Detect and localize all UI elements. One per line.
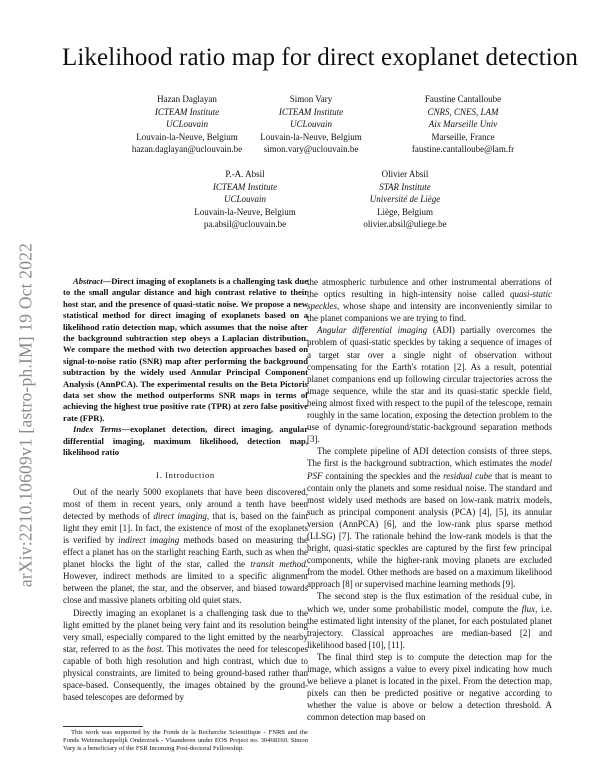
text-run: (ADI) partially overcomes the problem of quasi-static speckles by taking a sequence of images of a target star over a single night of observation without compensating for the Earth's rotation [2]. As a result, potential planet companions end up following circular trajectories across the image sequence, while the star and its quasi-static speckle field, being almost fixed with respect to the pupil of the telescope, remain roughly in the same location, exposing the detection problem to the use of dynamic-foreground/static-background separation methods [3]. bbox=[307, 325, 552, 445]
arxiv-stamp bbox=[8, 200, 44, 630]
author-institute-2: Aix Marseille Univ bbox=[428, 119, 498, 130]
author-institute: ICTEAM Institute bbox=[212, 181, 278, 192]
arxiv-stamp-text: arXiv:2210.10609v1 [astro-ph.IM] 19 Oct 2022 bbox=[15, 242, 36, 588]
author-name: P.-A. Absil bbox=[225, 169, 265, 179]
text-run: methods based on measuring the effect a planet has on the starlight reaching Earth, such as when the planet blocks the light of the star, called the bbox=[63, 534, 308, 570]
footnote bbox=[63, 726, 308, 753]
right-paragraph-4 bbox=[307, 590, 552, 650]
author-institute: ICTEAM Institute bbox=[154, 106, 220, 117]
author-name: Hazan Daglayan bbox=[157, 94, 217, 104]
right-paragraph-3 bbox=[307, 445, 552, 590]
author-address: Marseille, France bbox=[431, 131, 495, 142]
author-name: Simon Vary bbox=[289, 94, 333, 104]
author-name: Olivier Absil bbox=[381, 169, 429, 179]
text-run: the atmospheric turbulence and other instrumental aberrations of the optics resulting in high-intensity noise called bbox=[307, 277, 552, 300]
text-run: , that is, based on the faint light they emit [1]. In fact, the existence of most of the exoplanets is verified by bbox=[63, 510, 308, 545]
left-column bbox=[63, 276, 308, 703]
footnote-rule bbox=[63, 726, 143, 727]
author-block-3 bbox=[368, 93, 558, 156]
intro-paragraph-2 bbox=[63, 607, 308, 704]
paper-title: Likelihood ratio map for direct exoplanet detection bbox=[61, 44, 579, 71]
text-run: . This motivates the need for telescopes capable of both high resolution and high contrast, which due to physical constraints, are limited to being ground-based rather than space-based. Consequently, the images obtained by the ground-based telescopes are deformed by bbox=[63, 643, 309, 703]
text-run: The complete pipeline of ADI detection consists of three steps. The first is the background subtraction, which estimates the bbox=[307, 446, 552, 469]
right-paragraph-1 bbox=[307, 276, 552, 324]
emph-run: host bbox=[146, 643, 162, 654]
text-run: that is meant to contain only the planets and some residual noise. The standard and most widely used methods are based on low-rank matrix models, such as principal component analysis (PCA) [4], [5], its annular version (AnnPCA) [6], and the low-rank plus sparse method (LLSG) [7]. The rationale behind the low-rank models is that the bright, quasi-static speckles are captured by the first few principal components, while the higher-rank moving planets are excluded from the model. Other methods are based on a maximum likelihood approach [8] or supervised machine learning methods [9]. bbox=[307, 470, 553, 590]
author-email: pa.absil@uclouvain.be bbox=[203, 219, 287, 230]
abstract-label: Abstract bbox=[73, 276, 103, 286]
author-institute-2: UCLouvain bbox=[289, 119, 332, 130]
text-run: The second step is the flux estimation of the residual cube, in which we, under some probabilistic model, compute the bbox=[307, 591, 552, 614]
author-email: faustine.cantalloube@lam.fr bbox=[411, 144, 515, 155]
text-run: containing the speckles and the bbox=[322, 470, 444, 481]
emph-run: flux bbox=[521, 603, 536, 614]
author-email: olivier.absil@uliege.be bbox=[363, 219, 447, 230]
author-institute-2: Université de Liège bbox=[369, 194, 441, 205]
text-run: , whose shape and intensity are inconveniently similar to the planet companions we are trying to find. bbox=[307, 301, 552, 324]
author-institute: CNRS, CNES, LAM bbox=[427, 106, 499, 117]
index-terms-label: Index Terms bbox=[73, 424, 122, 435]
author-address: Louvain-la-Neuve, Belgium bbox=[136, 131, 238, 142]
text-run: Out of the nearly 5000 exoplanets that have been discovered, most of them in recent years, only around a tenth have been detected by methods of bbox=[63, 486, 308, 521]
author-name: Faustine Cantalloube bbox=[424, 94, 502, 104]
emph-run: quasi-static speckles bbox=[307, 289, 552, 312]
emph-run: residual cube bbox=[443, 470, 493, 481]
text-run: Directly imaging an exoplanet is a challenging task due to the light emitted by the planet being very faint and its resolution being very small, especially compared to the light emitted by the nearby star, referred to as the bbox=[63, 607, 308, 654]
author-institute: STAR Institute bbox=[379, 181, 431, 192]
right-column bbox=[307, 276, 552, 723]
author-block-5 bbox=[310, 168, 500, 231]
intro-paragraph-1 bbox=[63, 486, 308, 607]
author-address: Louvain-la-Neuve, Belgium bbox=[194, 206, 296, 217]
abstract-text: —Direct imaging of exoplanets is a challenging task due to the small angular distance and high contrast relative to their host star, and the presence of quasi-static noise. We propose a new statistical method for direct imaging of exoplanets based on a likelihood ratio detection map, which assumes that the noise after the background subtraction step obeys a Laplacian distribution. We compare the method with two detection approaches based on signal-to-noise ratio (SNR) map after performing the background subtraction by the widely used Annular Principal Component Analysis (AnnPCA). The experimental results on the Beta Pictoris data set show the method outperforms SNR maps in terms of achieving the highest true positive rate (TPR) at zero false positive rate (FPR). bbox=[63, 276, 308, 423]
section-heading: I. Introduction bbox=[156, 469, 215, 480]
author-address: Liège, Belgium bbox=[377, 206, 433, 217]
emph-run: indirect imaging bbox=[118, 534, 180, 545]
author-address: Louvain-la-Neuve, Belgium bbox=[260, 131, 362, 142]
emph-run: transit method bbox=[250, 559, 306, 570]
emph-run: model PSF bbox=[307, 458, 552, 481]
abstract bbox=[63, 276, 308, 424]
author-email: simon.vary@uclouvain.be bbox=[263, 144, 359, 155]
author-institute-2: UCLouvain bbox=[223, 194, 266, 205]
right-paragraph-5: The final third step is to compute the detection map for the image, which assigns a value to every pixel indicating how much we believe a planet is located in the pixel. From the detection map, pixels can then be predicted positive or negative according to whether the value is above or below a detection threshold. A common detection map based on bbox=[307, 651, 552, 723]
author-institute-2: UCLouvain bbox=[165, 119, 208, 130]
index-terms-text: —exoplanet detection, direct imaging, angular differential imaging, maximum likelihood, detection map, likelihood ratio bbox=[63, 424, 309, 458]
emph-run: Angular differential imaging bbox=[317, 325, 428, 336]
text-run: . However, indirect methods are limited to a specific alignment between the planet, the star, and the observer, and biased towards close and massive planets orbiting old quiet stars. bbox=[63, 559, 308, 606]
right-paragraph-2 bbox=[307, 324, 552, 445]
author-email: hazan.daglayan@uclouvain.be bbox=[131, 144, 243, 155]
emph-run: direct imaging bbox=[153, 510, 207, 521]
index-terms bbox=[63, 424, 308, 458]
text-run: , i.e. the estimated light intensity of the planet, for each postulated planet trajectory. Classical approaches are median-based [2] and likelihood based [10], [11]. bbox=[307, 603, 553, 650]
footnote-text: This work was supported by the Fonds de la Recherche Scientifique - FNRS and the Fonds Wetenschappelijk Onderzoek - Vlaanderen under EOS Project no. 30468160. Simon Vary is a beneficiary of the FSR Incoming Post-doctoral Fellowship. bbox=[63, 729, 308, 752]
author-institute: ICTEAM Institute bbox=[278, 106, 344, 117]
